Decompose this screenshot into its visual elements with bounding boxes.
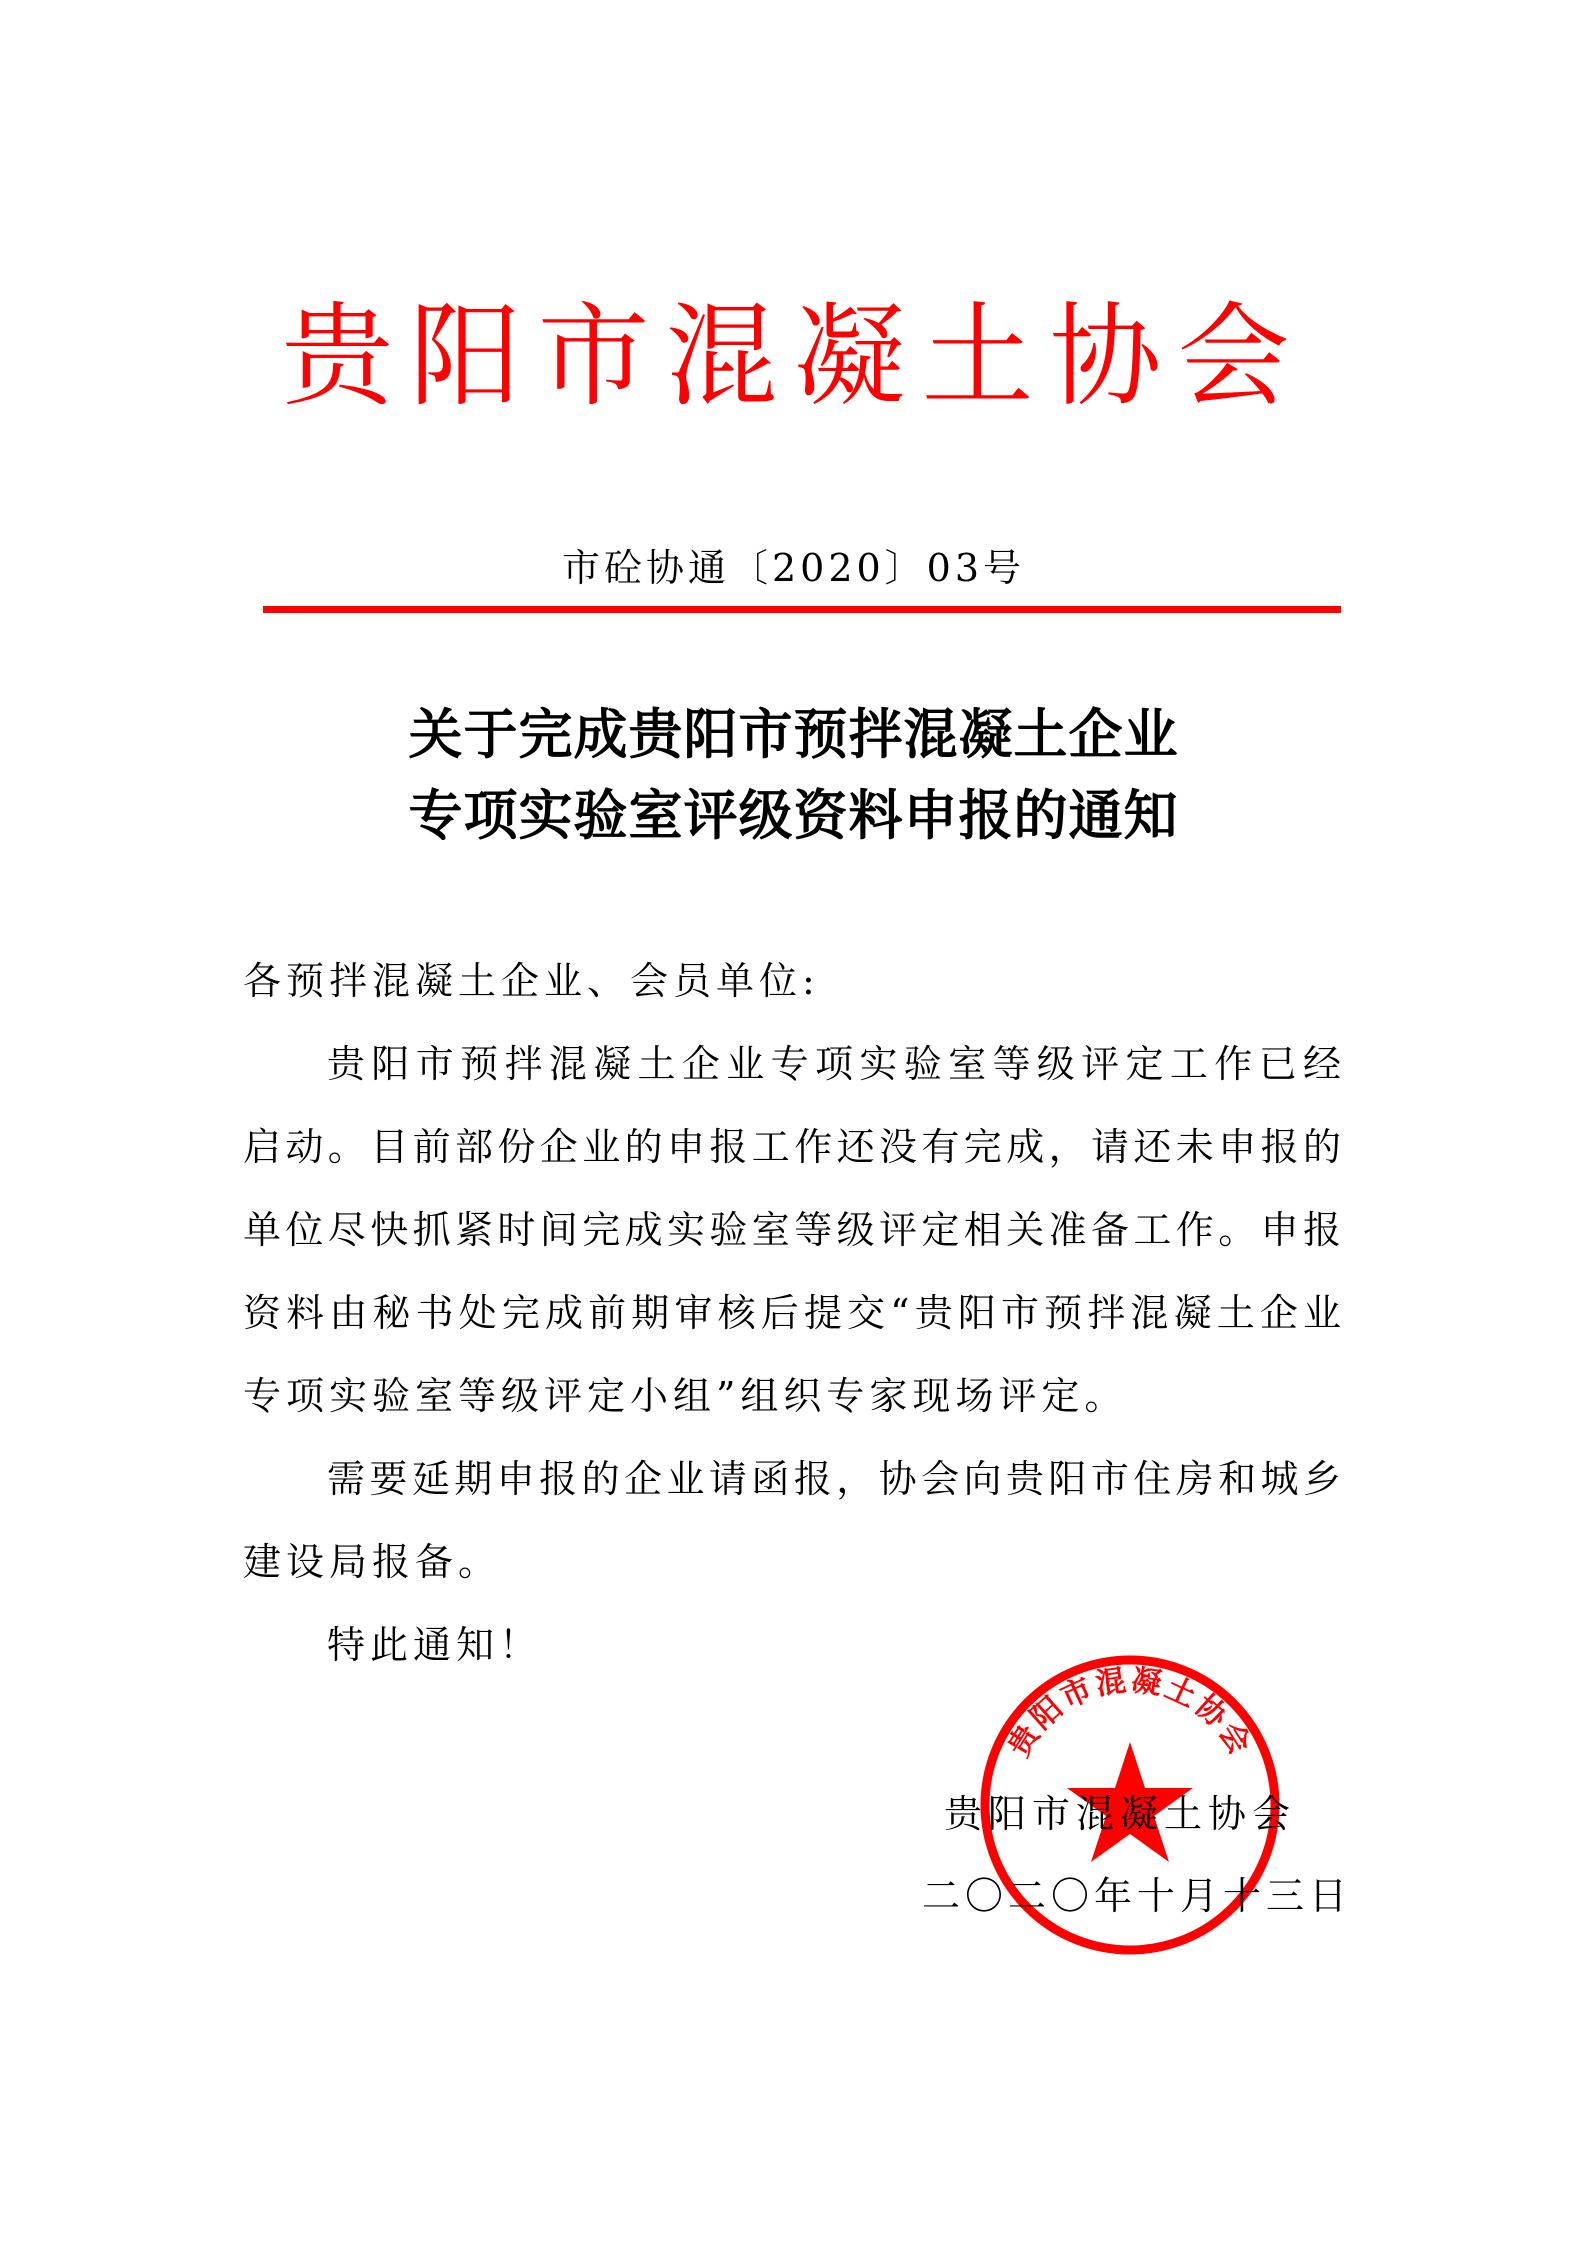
red-divider	[263, 606, 1341, 613]
organization-title: 贵阳市混凝土协会	[281, 292, 1306, 422]
seal-text: 贵阳市混凝土协会	[1001, 1663, 1259, 1763]
paragraph-1-line: 单位尽快抓紧时间完成实验室等级评定相关准备工作。申报	[243, 1208, 1341, 1252]
paragraph-2-line: 建设局报备。	[243, 1540, 502, 1584]
document-number: 市砼协通〔2020〕03号	[561, 546, 1026, 590]
paragraph-1-line: 启动。目前部份企业的申报工作还没有完成，请还未申报的	[243, 1125, 1341, 1169]
paragraph-1-line: 资料由秘书处完成前期审核后提交“贵阳市预拌混凝土企业	[243, 1291, 1341, 1335]
signature-organization: 贵阳市混凝土协会	[944, 1792, 1297, 1836]
paragraph-2-line: 需要延期申报的企业请函报，协会向贵阳市住房和城乡	[327, 1457, 1341, 1501]
paragraph-1-line: 贵阳市预拌混凝土企业专项实验室等级评定工作已经	[327, 1042, 1341, 1086]
signature-date: 二〇二〇年十月十三日	[922, 1874, 1353, 1918]
notice-title-line-1: 关于完成贵阳市预拌混凝土企业	[408, 703, 1179, 766]
notice-title-line-2: 专项实验室评级资料申报的通知	[408, 784, 1179, 847]
paragraph-1-line: 专项实验室等级评定小组”组织专家现场评定。	[243, 1374, 1128, 1418]
closing-remark: 特此通知！	[327, 1623, 543, 1667]
salutation: 各预拌混凝土企业、会员单位:	[243, 959, 820, 1003]
